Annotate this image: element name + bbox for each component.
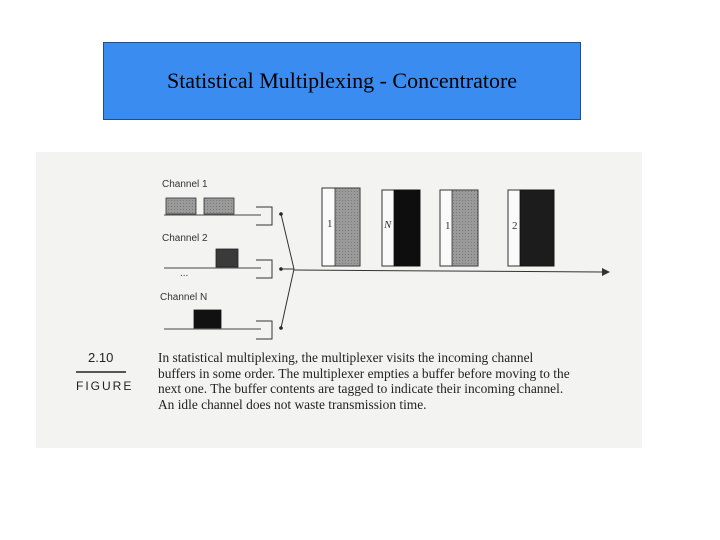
channel-2-packet	[216, 249, 238, 267]
channel-n-buffer	[256, 321, 272, 339]
channel-1-buffer	[256, 207, 272, 225]
frame-4-label: 2	[512, 220, 518, 232]
caption-line: buffers in some order. The multiplexer empties a buffer before moving to the	[158, 365, 570, 381]
figure-scan	[36, 152, 642, 448]
caption-line: next one. The buffer contents are tagged to indicate their incoming channel.	[158, 381, 564, 396]
figure-caption	[158, 350, 618, 412]
channel-n-label: Channel N	[160, 292, 208, 303]
channel-ellipsis: ...	[180, 268, 189, 279]
switch-arm	[281, 269, 294, 328]
switch-arm	[281, 214, 294, 269]
frame-2-label: N	[384, 219, 392, 231]
channel-2-buffer	[256, 260, 272, 278]
channel-1-packet	[166, 198, 196, 214]
output-arrow	[602, 268, 610, 276]
channel-1-packet	[204, 198, 234, 214]
slide-title: Statistical Multiplexing - Concentratore	[166, 68, 518, 93]
channel-1-label: Channel 1	[162, 179, 208, 190]
caption-line: An idle channel does not waste transmission time.	[158, 396, 427, 412]
figure-number: 2.10	[88, 350, 114, 365]
caption-line: In statistical multiplexing, the multiplexer visits the incoming channel	[158, 350, 534, 365]
figure-label: FIGURE	[76, 379, 134, 393]
output-line	[294, 270, 602, 272]
channel-2-label: Channel 2	[162, 233, 208, 244]
frame-3-label: 1	[445, 220, 451, 232]
frame-1-label: 1	[327, 218, 333, 230]
slide-title-box	[103, 42, 581, 120]
channel-n-packet	[194, 310, 221, 328]
